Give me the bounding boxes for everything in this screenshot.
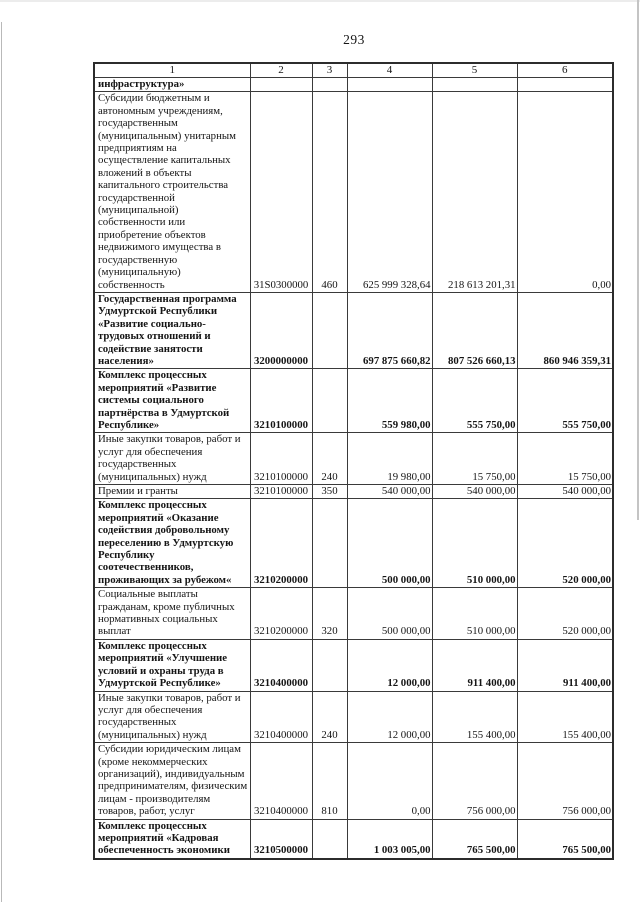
cell-name: Иные закупки товаров, работ и услуг для обеспечения государственных (муниципальных) нужд bbox=[94, 433, 250, 485]
cell-name: Социальные выплаты гражданам, кроме публичных нормативных социальных выплат bbox=[94, 588, 250, 640]
cell-code: 3210200000 bbox=[250, 499, 312, 588]
cell-amount-1: 540 000,00 bbox=[347, 485, 432, 499]
cell-amount-1: 559 980,00 bbox=[347, 369, 432, 433]
column-header: 1 bbox=[94, 63, 250, 78]
budget-table bbox=[93, 62, 614, 860]
cell-amount-1: 500 000,00 bbox=[347, 588, 432, 640]
column-header: 5 bbox=[432, 63, 517, 78]
table-row bbox=[94, 369, 613, 433]
cell-code bbox=[250, 78, 312, 92]
cell-amount-3: 765 500,00 bbox=[517, 819, 613, 859]
cell-name: Субсидии юридическим лицам (кроме некоммерческих организаций), индивидуальным предпринимателям, физическим лицам - производителям товаров, работ, услуг bbox=[94, 743, 250, 819]
cell-name: инфраструктура» bbox=[94, 78, 250, 92]
cell-name: Государственная программа Удмуртской Республики «Развитие социально-трудовых отношений и содействие занятости населения» bbox=[94, 292, 250, 368]
cell-expense-type bbox=[312, 369, 347, 433]
cell-amount-3: 540 000,00 bbox=[517, 485, 613, 499]
table-row bbox=[94, 499, 613, 588]
table-row bbox=[94, 92, 613, 293]
cell-name: Комплекс процессных мероприятий «Развитие системы социального партнёрства в Удмуртской Республике» bbox=[94, 369, 250, 433]
cell-amount-3: 756 000,00 bbox=[517, 743, 613, 819]
table-header-row bbox=[94, 63, 613, 78]
cell-amount-3: 155 400,00 bbox=[517, 691, 613, 743]
cell-name: Комплекс процессных мероприятий «Кадровая обеспеченность экономики bbox=[94, 819, 250, 859]
cell-amount-2: 807 526 660,13 bbox=[432, 292, 517, 368]
cell-amount-3: 911 400,00 bbox=[517, 639, 613, 691]
cell-amount-1: 625 999 328,64 bbox=[347, 92, 432, 293]
table-body bbox=[94, 78, 613, 859]
cell-code: 3210100000 bbox=[250, 369, 312, 433]
column-header: 4 bbox=[347, 63, 432, 78]
cell-expense-type: 240 bbox=[312, 691, 347, 743]
cell-name: Субсидии бюджетным и автономным учреждениям, государственным (муниципальным) унитарным предприятиям на осуществление капитальных вложений в объекты капитального строительства государственной (муниципальной) собственности или приобретение объектов недвижимого имущества в государственную (муниципальную) собственность bbox=[94, 92, 250, 293]
table-row bbox=[94, 819, 613, 859]
cell-name: Премии и гранты bbox=[94, 485, 250, 499]
cell-amount-2: 510 000,00 bbox=[432, 499, 517, 588]
cell-code: 3210500000 bbox=[250, 819, 312, 859]
cell-amount-2: 155 400,00 bbox=[432, 691, 517, 743]
cell-code: 3210400000 bbox=[250, 743, 312, 819]
cell-amount-2: 765 500,00 bbox=[432, 819, 517, 859]
cell-amount-1 bbox=[347, 78, 432, 92]
cell-amount-2: 911 400,00 bbox=[432, 639, 517, 691]
cell-amount-2: 756 000,00 bbox=[432, 743, 517, 819]
cell-expense-type bbox=[312, 292, 347, 368]
cell-code: 3210100000 bbox=[250, 485, 312, 499]
cell-expense-type: 320 bbox=[312, 588, 347, 640]
cell-amount-2: 510 000,00 bbox=[432, 588, 517, 640]
cell-amount-2 bbox=[432, 78, 517, 92]
table-row bbox=[94, 743, 613, 819]
column-header: 2 bbox=[250, 63, 312, 78]
cell-expense-type bbox=[312, 819, 347, 859]
cell-amount-2: 218 613 201,31 bbox=[432, 92, 517, 293]
cell-amount-3: 15 750,00 bbox=[517, 433, 613, 485]
cell-code: 31S0300000 bbox=[250, 92, 312, 293]
cell-code: 3210200000 bbox=[250, 588, 312, 640]
cell-amount-3: 860 946 359,31 bbox=[517, 292, 613, 368]
cell-expense-type bbox=[312, 639, 347, 691]
cell-expense-type bbox=[312, 78, 347, 92]
cell-amount-2: 15 750,00 bbox=[432, 433, 517, 485]
cell-amount-1: 19 980,00 bbox=[347, 433, 432, 485]
column-header: 6 bbox=[517, 63, 613, 78]
cell-amount-3: 0,00 bbox=[517, 92, 613, 293]
cell-code: 3210400000 bbox=[250, 639, 312, 691]
cell-expense-type bbox=[312, 499, 347, 588]
table-row bbox=[94, 433, 613, 485]
table-row bbox=[94, 78, 613, 92]
page-number: 293 bbox=[343, 32, 365, 47]
table-row bbox=[94, 691, 613, 743]
cell-amount-3: 520 000,00 bbox=[517, 588, 613, 640]
cell-code: 3210400000 bbox=[250, 691, 312, 743]
cell-expense-type: 350 bbox=[312, 485, 347, 499]
cell-amount-1: 0,00 bbox=[347, 743, 432, 819]
cell-name: Иные закупки товаров, работ и услуг для обеспечения государственных (муниципальных) нужд bbox=[94, 691, 250, 743]
table-row bbox=[94, 292, 613, 368]
cell-amount-3: 520 000,00 bbox=[517, 499, 613, 588]
cell-amount-1: 697 875 660,82 bbox=[347, 292, 432, 368]
cell-amount-1: 1 003 005,00 bbox=[347, 819, 432, 859]
cell-amount-2: 540 000,00 bbox=[432, 485, 517, 499]
cell-code: 3210100000 bbox=[250, 433, 312, 485]
table-row bbox=[94, 485, 613, 499]
scan-edge-left bbox=[1, 22, 2, 902]
cell-expense-type: 460 bbox=[312, 92, 347, 293]
cell-amount-1: 12 000,00 bbox=[347, 691, 432, 743]
cell-amount-2: 555 750,00 bbox=[432, 369, 517, 433]
cell-expense-type: 810 bbox=[312, 743, 347, 819]
cell-code: 3200000000 bbox=[250, 292, 312, 368]
cell-expense-type: 240 bbox=[312, 433, 347, 485]
scan-edge-top bbox=[0, 0, 640, 2]
cell-amount-1: 500 000,00 bbox=[347, 499, 432, 588]
table-row bbox=[94, 588, 613, 640]
scan-edge-right bbox=[637, 0, 639, 520]
cell-name: Комплекс процессных мероприятий «Улучшение условий и охраны труда в Удмуртской Республике» bbox=[94, 639, 250, 691]
table-row bbox=[94, 639, 613, 691]
cell-amount-1: 12 000,00 bbox=[347, 639, 432, 691]
cell-name: Комплекс процессных мероприятий «Оказание содействия добровольному переселению в Удмуртскую Республику соотечественников, проживающих за рубежом« bbox=[94, 499, 250, 588]
cell-amount-3 bbox=[517, 78, 613, 92]
column-header: 3 bbox=[312, 63, 347, 78]
cell-amount-3: 555 750,00 bbox=[517, 369, 613, 433]
